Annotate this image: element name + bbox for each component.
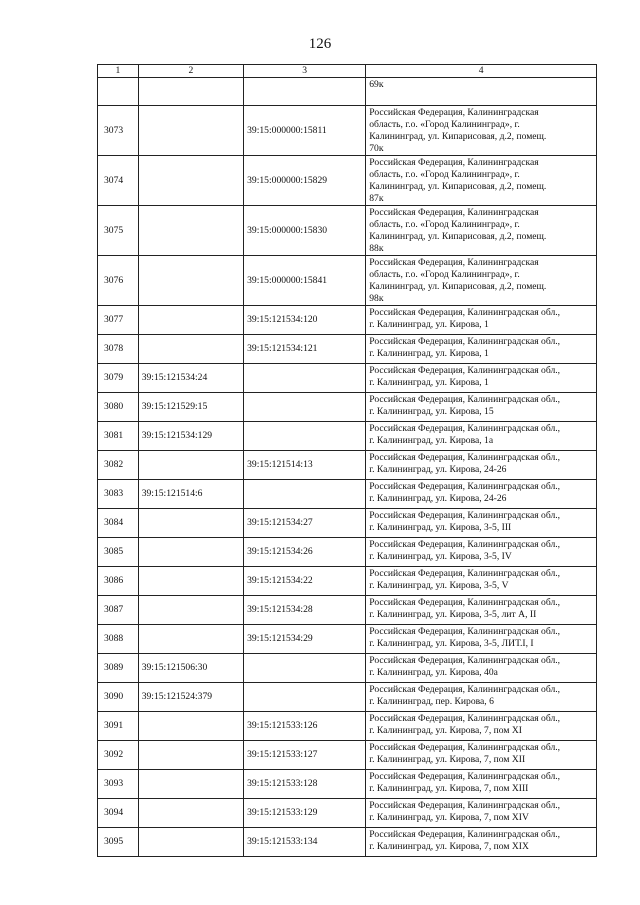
address-cell [366, 422, 597, 451]
address-line: г. Калининград, ул. Кирова, 24-26 [369, 464, 507, 475]
address-line: г. Калининград, ул. Кирова, 1 [369, 377, 489, 388]
row-number [98, 78, 139, 106]
address-line: г. Калининград, ул. Кирова, 15 [369, 406, 494, 417]
address-line: г. Калининград, пер. Кирова, 6 [369, 696, 494, 707]
address-cell [366, 256, 597, 306]
table-row [98, 625, 597, 654]
address-cell [366, 712, 597, 741]
address-line: Российская Федерация, Калининградская обл., [369, 307, 561, 318]
land-cadastral-number [138, 799, 243, 828]
address-cell [366, 78, 597, 106]
address-cell [366, 741, 597, 770]
table-row [98, 538, 597, 567]
land-cadastral-number: 39:15:121534:24 [138, 364, 243, 393]
address-line: г. Калининград, ул. Кирова, 3-5, III [369, 522, 512, 533]
address-line: г. Калининград, ул. Кирова, 7, пом XII [369, 754, 526, 765]
address-line: г. Калининград, ул. Кирова, 3-5, IV [369, 551, 512, 562]
object-cadastral-number: 39:15:121534:120 [244, 306, 366, 335]
row-number: 3078 [98, 335, 139, 364]
address-line: Российская Федерация, Калининградская обл., [369, 771, 561, 782]
object-cadastral-number: 39:15:121533:134 [244, 828, 366, 857]
land-cadastral-number [138, 106, 243, 156]
registry-table-body [98, 65, 597, 857]
address-line: Российская Федерация, Калининградская обл., [369, 713, 561, 724]
address-cell [366, 770, 597, 799]
row-number: 3087 [98, 596, 139, 625]
address-cell [366, 799, 597, 828]
address-cell [366, 509, 597, 538]
table-row [98, 364, 597, 393]
land-cadastral-number [138, 712, 243, 741]
land-cadastral-number [138, 256, 243, 306]
address-line: г. Калининград, ул. Кирова, 24-26 [369, 493, 507, 504]
land-cadastral-number [138, 206, 243, 256]
address-line: Российская Федерация, Калининградская [369, 257, 539, 268]
address-line: Российская Федерация, Калининградская обл., [369, 742, 561, 753]
address-line: область, г.о. «Город Калининград», г. [369, 169, 520, 180]
address-line: Российская Федерация, Калининградская [369, 157, 539, 168]
row-number: 3077 [98, 306, 139, 335]
address-line: 70к [369, 143, 384, 154]
table-row [98, 770, 597, 799]
address-line: Российская Федерация, Калининградская обл., [369, 481, 561, 492]
land-cadastral-number: 39:15:121524:379 [138, 683, 243, 712]
object-cadastral-number: 39:15:121514:13 [244, 451, 366, 480]
address-cell [366, 567, 597, 596]
address-line: г. Калининград, ул. Кирова, 1а [369, 435, 494, 446]
row-number: 3076 [98, 256, 139, 306]
land-cadastral-number [138, 335, 243, 364]
address-line: 69к [369, 79, 384, 90]
address-line: Российская Федерация, Калининградская обл., [369, 452, 561, 463]
address-line: область, г.о. «Город Калининград», г. [369, 219, 520, 230]
address-line: г. Калининград, ул. Кирова, 3-5, лит А, II [369, 609, 537, 620]
object-cadastral-number [244, 393, 366, 422]
object-cadastral-number: 39:15:121533:127 [244, 741, 366, 770]
row-number: 3085 [98, 538, 139, 567]
page-number: 126 [308, 36, 332, 52]
land-cadastral-number: 39:15:121514:6 [138, 480, 243, 509]
table-row [98, 799, 597, 828]
address-line: Калининград, ул. Кипарисовая, д.2, помещ. [369, 131, 547, 142]
row-number: 3092 [98, 741, 139, 770]
table-row [98, 654, 597, 683]
address-line: Российская Федерация, Калининградская обл., [369, 423, 561, 434]
row-number: 3083 [98, 480, 139, 509]
row-number: 3088 [98, 625, 139, 654]
address-line: Российская Федерация, Калининградская обл., [369, 394, 561, 405]
object-cadastral-number [244, 654, 366, 683]
object-cadastral-number [244, 364, 366, 393]
table-row [98, 567, 597, 596]
address-cell [366, 306, 597, 335]
table-row [98, 683, 597, 712]
address-cell [366, 106, 597, 156]
address-cell [366, 596, 597, 625]
table-row [98, 306, 597, 335]
address-cell [366, 538, 597, 567]
registry-table [97, 64, 597, 857]
address-line: 98к [369, 293, 384, 304]
address-line: Калининград, ул. Кипарисовая, д.2, помещ. [369, 281, 547, 292]
address-line: Калининград, ул. Кипарисовая, д.2, помещ. [369, 181, 547, 192]
row-number: 3095 [98, 828, 139, 857]
address-line: область, г.о. «Город Калининград», г. [369, 119, 520, 130]
table-row [98, 741, 597, 770]
table-row [98, 509, 597, 538]
address-line: Российская Федерация, Калининградская обл., [369, 800, 561, 811]
address-line: г. Калининград, ул. Кирова, 40а [369, 667, 498, 678]
object-cadastral-number [244, 683, 366, 712]
address-line: Российская Федерация, Калининградская [369, 207, 539, 218]
table-row [98, 480, 597, 509]
row-number: 3090 [98, 683, 139, 712]
table-row [98, 256, 597, 306]
row-number: 3082 [98, 451, 139, 480]
address-cell [366, 156, 597, 206]
row-number: 3091 [98, 712, 139, 741]
table-row [98, 422, 597, 451]
header-col-3: 3 [244, 65, 366, 78]
object-cadastral-number: 39:15:121533:128 [244, 770, 366, 799]
object-cadastral-number: 39:15:121534:27 [244, 509, 366, 538]
object-cadastral-number: 39:15:121534:121 [244, 335, 366, 364]
address-line: Российская Федерация, Калининградская обл., [369, 568, 561, 579]
table-row [98, 393, 597, 422]
address-line: Российская Федерация, Калининградская обл., [369, 597, 561, 608]
table-row [98, 156, 597, 206]
object-cadastral-number: 39:15:000000:15841 [244, 256, 366, 306]
land-cadastral-number [138, 625, 243, 654]
address-line: область, г.о. «Город Калининград», г. [369, 269, 520, 280]
table-row [98, 596, 597, 625]
address-line: Российская Федерация, Калининградская обл., [369, 829, 561, 840]
table-header-row [98, 65, 597, 78]
object-cadastral-number [244, 78, 366, 106]
object-cadastral-number: 39:15:000000:15811 [244, 106, 366, 156]
address-line: г. Калининград, ул. Кирова, 7, пом XIX [369, 841, 529, 852]
header-col-2: 2 [138, 65, 243, 78]
land-cadastral-number [138, 828, 243, 857]
land-cadastral-number [138, 156, 243, 206]
address-line: Калининград, ул. Кипарисовая, д.2, помещ. [369, 231, 547, 242]
address-line: Российская Федерация, Калининградская обл., [369, 684, 561, 695]
address-cell [366, 654, 597, 683]
table-row [98, 206, 597, 256]
object-cadastral-number [244, 422, 366, 451]
row-number: 3074 [98, 156, 139, 206]
row-number: 3080 [98, 393, 139, 422]
table-row [98, 335, 597, 364]
table-row [98, 828, 597, 857]
address-line: Российская Федерация, Калининградская обл., [369, 365, 561, 376]
object-cadastral-number: 39:15:121534:26 [244, 538, 366, 567]
row-number: 3073 [98, 106, 139, 156]
address-line: г. Калининград, ул. Кирова, 7, пом XIII [369, 783, 529, 794]
address-line: 88к [369, 243, 384, 254]
table-row [98, 712, 597, 741]
land-cadastral-number [138, 741, 243, 770]
address-cell [366, 828, 597, 857]
address-line: Российская Федерация, Калининградская обл., [369, 336, 561, 347]
land-cadastral-number [138, 538, 243, 567]
address-line: г. Калининград, ул. Кирова, 3-5, ЛИТ.I, I [369, 638, 534, 649]
address-cell [366, 393, 597, 422]
row-number: 3081 [98, 422, 139, 451]
row-number: 3079 [98, 364, 139, 393]
land-cadastral-number [138, 509, 243, 538]
row-number: 3084 [98, 509, 139, 538]
address-cell [366, 683, 597, 712]
address-line: г. Калининград, ул. Кирова, 1 [369, 319, 489, 330]
table-row [98, 451, 597, 480]
row-number: 3075 [98, 206, 139, 256]
header-col-4: 4 [366, 65, 597, 78]
object-cadastral-number: 39:15:121533:129 [244, 799, 366, 828]
land-cadastral-number [138, 770, 243, 799]
land-cadastral-number: 39:15:121534:129 [138, 422, 243, 451]
row-number: 3094 [98, 799, 139, 828]
object-cadastral-number: 39:15:000000:15830 [244, 206, 366, 256]
land-cadastral-number [138, 78, 243, 106]
address-cell [366, 335, 597, 364]
object-cadastral-number: 39:15:121534:29 [244, 625, 366, 654]
table-row [98, 78, 597, 106]
address-cell [366, 364, 597, 393]
address-line: Российская Федерация, Калининградская [369, 107, 539, 118]
address-cell [366, 625, 597, 654]
address-cell [366, 451, 597, 480]
land-cadastral-number: 39:15:121529:15 [138, 393, 243, 422]
row-number: 3089 [98, 654, 139, 683]
header-col-1: 1 [98, 65, 139, 78]
address-line: Российская Федерация, Калининградская обл., [369, 539, 561, 550]
land-cadastral-number: 39:15:121506:30 [138, 654, 243, 683]
object-cadastral-number: 39:15:000000:15829 [244, 156, 366, 206]
address-cell [366, 206, 597, 256]
land-cadastral-number [138, 451, 243, 480]
land-cadastral-number [138, 596, 243, 625]
address-line: г. Калининград, ул. Кирова, 1 [369, 348, 489, 359]
table-row [98, 106, 597, 156]
object-cadastral-number: 39:15:121533:126 [244, 712, 366, 741]
land-cadastral-number [138, 306, 243, 335]
address-line: г. Калининград, ул. Кирова, 7, пом XIV [369, 812, 529, 823]
address-line: Российская Федерация, Калининградская обл., [369, 626, 561, 637]
address-cell [366, 480, 597, 509]
address-line: Российская Федерация, Калининградская обл., [369, 655, 561, 666]
land-cadastral-number [138, 567, 243, 596]
row-number: 3086 [98, 567, 139, 596]
object-cadastral-number [244, 480, 366, 509]
row-number: 3093 [98, 770, 139, 799]
address-line: 87к [369, 193, 384, 204]
address-line: Российская Федерация, Калининградская обл., [369, 510, 561, 521]
object-cadastral-number: 39:15:121534:28 [244, 596, 366, 625]
address-line: г. Калининград, ул. Кирова, 7, пом XI [369, 725, 522, 736]
address-line: г. Калининград, ул. Кирова, 3-5, V [369, 580, 509, 591]
object-cadastral-number: 39:15:121534:22 [244, 567, 366, 596]
